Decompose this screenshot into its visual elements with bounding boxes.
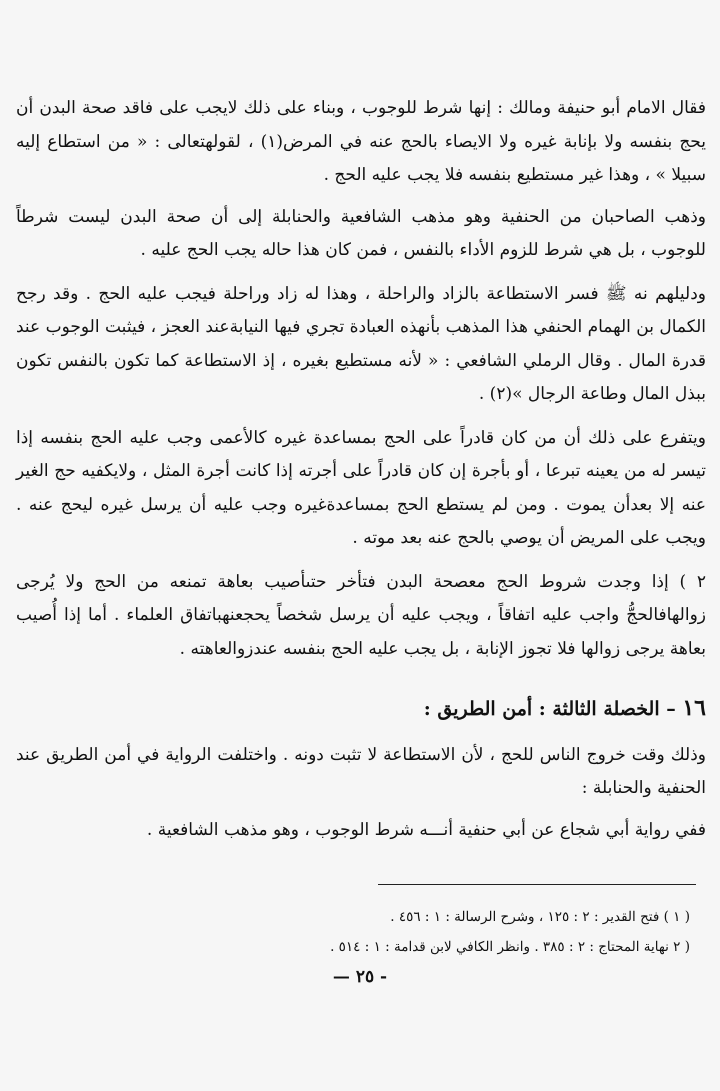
footnote-divider <box>378 884 696 885</box>
paragraph-4: ويتفرع على ذلك أن من كان قادراً على الحج بمساعدة غيره كالأعمى وجب عليه الحج بنفسه إذا تيسر له من يعينه تبرعا ، أو بأجرة إن كان قادراً على أجرته إذا كانت أجرة المثل ، ولايكفيه حج الغير عنه إلا بعدأن يموت . ومن لم يستطع الحج بمساعدةغيره وجب عليه أن يرسل غيره ليحج عنه . ويجب على المريض أن يوصي بالحج عنه بعد موته . <box>16 427 706 548</box>
paragraph-5: ٢ ) إذا وجدت شروط الحج معصحة البدن فتأخر حتىأصيب بعاهة تمنعه من الحج ولا يُرجى زوالهافالحجُّ واجب عليه اتفاقاً ، ويجب عليه أن يرسل شخصاً يحجعنهباتفاق العلماء . أما إذا أُصيب بعاهة يرجى زوالها فلا تجوز الإنابة ، بل يجب عليه الحج بنفسه عندزوالعاهته . <box>16 571 706 659</box>
paragraph-7: ففي رواية أبي شجاع عن أبي حنفية أنـــه شرط الوجوب ، وهو مذهب الشافعية . <box>146 819 706 840</box>
footnote-2: ( ٢ نهاية المحتاج : ٢ : ٣٨٥ . وانظر الكافي لابن قدامة : ١ : ٥١٤ . <box>330 939 690 955</box>
paragraph-3: ودليلهم نه ﷺ فسر الاستطاعة بالزاد والراحلة ، وهذا له زاد وراحلة فيجب عليه الحج . وقد رجح الكمال بن الهمام الحنفي هذا المذهب بأنهذه العبادة تجري فيها النيابةعند العجز ، فيثبت الوجوب عند قدرة المال . وقال الرملي الشافعي : « لأنه مستطيع بغيره ، إذ الاستطاعة كما تكون بالنفس تكون ببذل المال وطاعة الرجال »(٢) . <box>16 283 706 404</box>
section-heading <box>16 692 706 727</box>
paragraph-6: وذلك وقت خروج الناس للحج ، لأن الاستطاعة لا تثبت دونه . واختلفت الرواية في أمن الطريق عند الحنفية والحنابلة : <box>16 744 706 798</box>
main-text <box>16 92 706 847</box>
footnote-1: ( ١ ) فتح القدير : ٢ : ١٢٥ ، وشرح الرسالة : ١ : ٤٥٦ . <box>390 909 690 925</box>
footnotes <box>30 902 690 962</box>
paragraph-1: فقال الامام أبو حنيفة ومالك : إنها شرط للوجوب ، وبناء على ذلك لايجب على فاقد صحة البدن أن يحج بنفسه ولا بإنابة غيره ولا الايصاء بالحج عنه في المرض(١) ، لقولهتعالى : « من استطاع إليه سبيلا » ، وهذا غير مستطيع بنفسه فلا يجب عليه الحج . <box>16 98 706 185</box>
page-number: — ٢٥ - <box>332 967 388 987</box>
paragraph-2: وذهب الصاحبان من الحنفية وهو مذهب الشافعية والحنابلة إلى أن صحة البدن ليست شرطاً للوجوب ، بل هي شرط للزوم الأداء بالنفس ، فمن كان هذا حاله يجب الحج عليه . <box>16 206 706 260</box>
section-title: – الخصلة الثالثة : أمن الطريق : <box>423 698 676 720</box>
section-number: ١٦ <box>682 695 706 721</box>
